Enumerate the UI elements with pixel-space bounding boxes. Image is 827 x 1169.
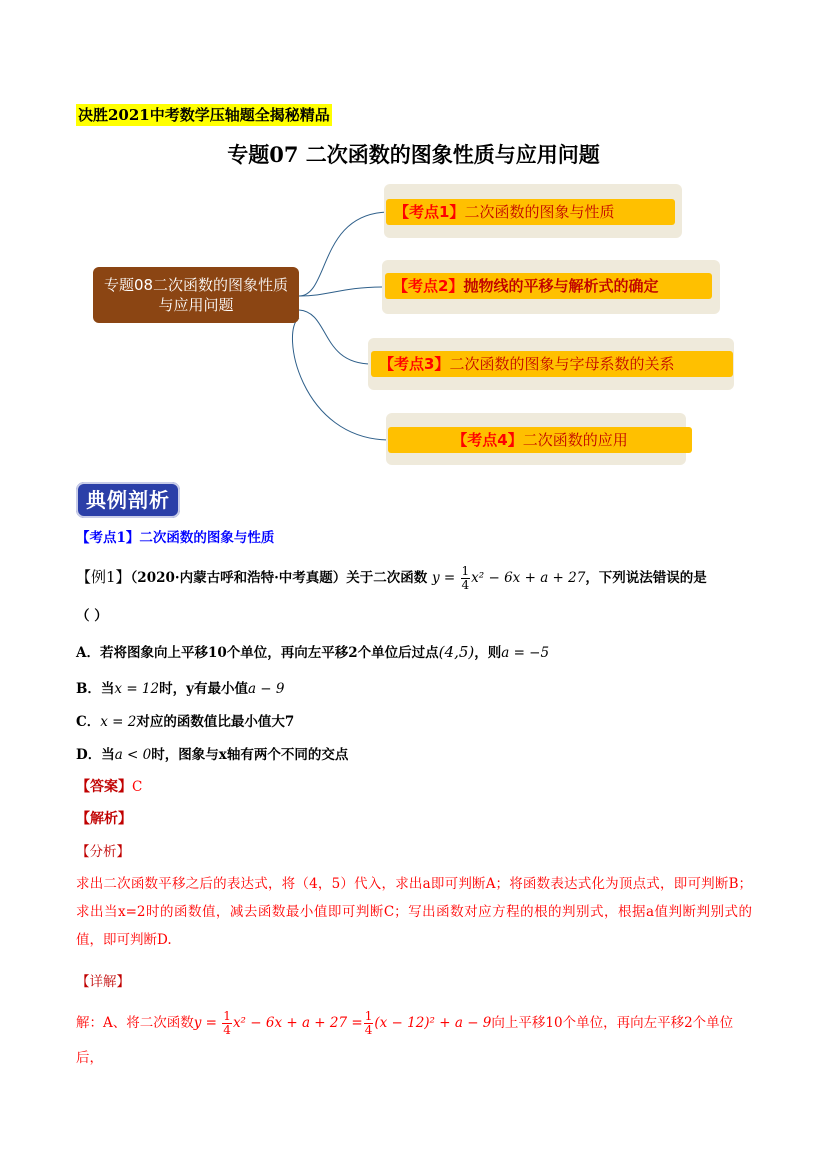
fenxi-label: 【分析】 (76, 844, 130, 860)
detail-line-2: 后， (76, 1050, 103, 1066)
pill-text: 抛物线的平移与解析式的确定 (463, 277, 659, 295)
section-heading: 【考点1】二次函数的图象与性质 (76, 530, 275, 546)
example-label: 【例1】 (76, 568, 131, 586)
connector-3 (299, 310, 372, 364)
option-a: A．若将图象向上平移10个单位，再向左平移2个单位后过点(4,5)，则a = −5 (76, 643, 550, 661)
pill-tag: 【考点4】 (452, 431, 523, 449)
mindmap-pill-4 (388, 427, 692, 453)
function-y: y (431, 570, 440, 586)
answer-label: 【答案】 (76, 779, 132, 795)
answer-value: C (132, 779, 143, 795)
example-question: 【例1】（2020·内蒙古呼和浩特·中考真题）关于二次函数 y = $\frac{1}{4}$ x² − 6x + a + 27，下列说法错误的是 (76, 564, 707, 592)
series-label: 决胜2021中考数学压轴题全揭秘精品 (78, 106, 330, 124)
mindmap-pill-3 (371, 351, 733, 377)
pill-tag: 【考点1】 (394, 203, 465, 221)
mindmap-pill-2 (385, 273, 712, 299)
connector-1 (299, 212, 390, 296)
function-rest: x² − 6x + a + 27 (471, 570, 586, 586)
answer-paren: （ ） (76, 608, 108, 624)
function-fraction: $\frac{1}{4}$ (461, 564, 470, 592)
example-tail: ，下列说法错误的是 (585, 570, 707, 586)
mindmap-connectors (0, 0, 827, 480)
mindmap-pill-1 (386, 199, 675, 225)
pill-text: 二次函数的图象与性质 (464, 203, 615, 221)
pill-text: 二次函数的图象与字母系数的关系 (449, 355, 675, 373)
page-title: 专题07 二次函数的图象性质与应用问题 (227, 142, 600, 167)
option-d: D．当a < 0时，图象与x轴有两个不同的交点 (76, 747, 349, 763)
detail-label: 【详解】 (76, 974, 130, 990)
analysis-label: 【解析】 (76, 811, 132, 827)
answer-line (76, 777, 142, 797)
connector-2 (299, 287, 385, 296)
pill-text: 二次函数的应用 (522, 431, 628, 449)
mindmap-root: 专题08二次函数的图象性质与应用问题 (93, 267, 299, 323)
option-b: B．当x = 12时，y有最小值a − 9 (76, 681, 285, 697)
option-c: C．x = 2对应的函数值比最小值大7 (76, 714, 295, 730)
detail-line-1: 解：A、将二次函数y = $\frac{1}{4}$ x² − 6x + a + 27 = $\frac{1}{4}$ (x − 12)² + a − 9向上平移10个单位，再向左平移2个单位 (76, 1009, 734, 1037)
example-source: （2020·内蒙古呼和浩特·中考真题）关于二次函数 (130, 570, 428, 586)
fenxi-text: 求出二次函数平移之后的表达式，将（4，5）代入，求出a即可判断A；将函数表达式化为顶点式，即可判断B；求出当x=2时的函数值，减去函数最小值即可判断C；写出函数对应方程的根的判别式，根据a值判断判别式的值，即可判断D. (76, 876, 752, 948)
pill-tag: 【考点2】 (393, 277, 464, 295)
pill-tag: 【考点3】 (379, 355, 450, 373)
section-banner: 典例剖析 (76, 482, 180, 518)
